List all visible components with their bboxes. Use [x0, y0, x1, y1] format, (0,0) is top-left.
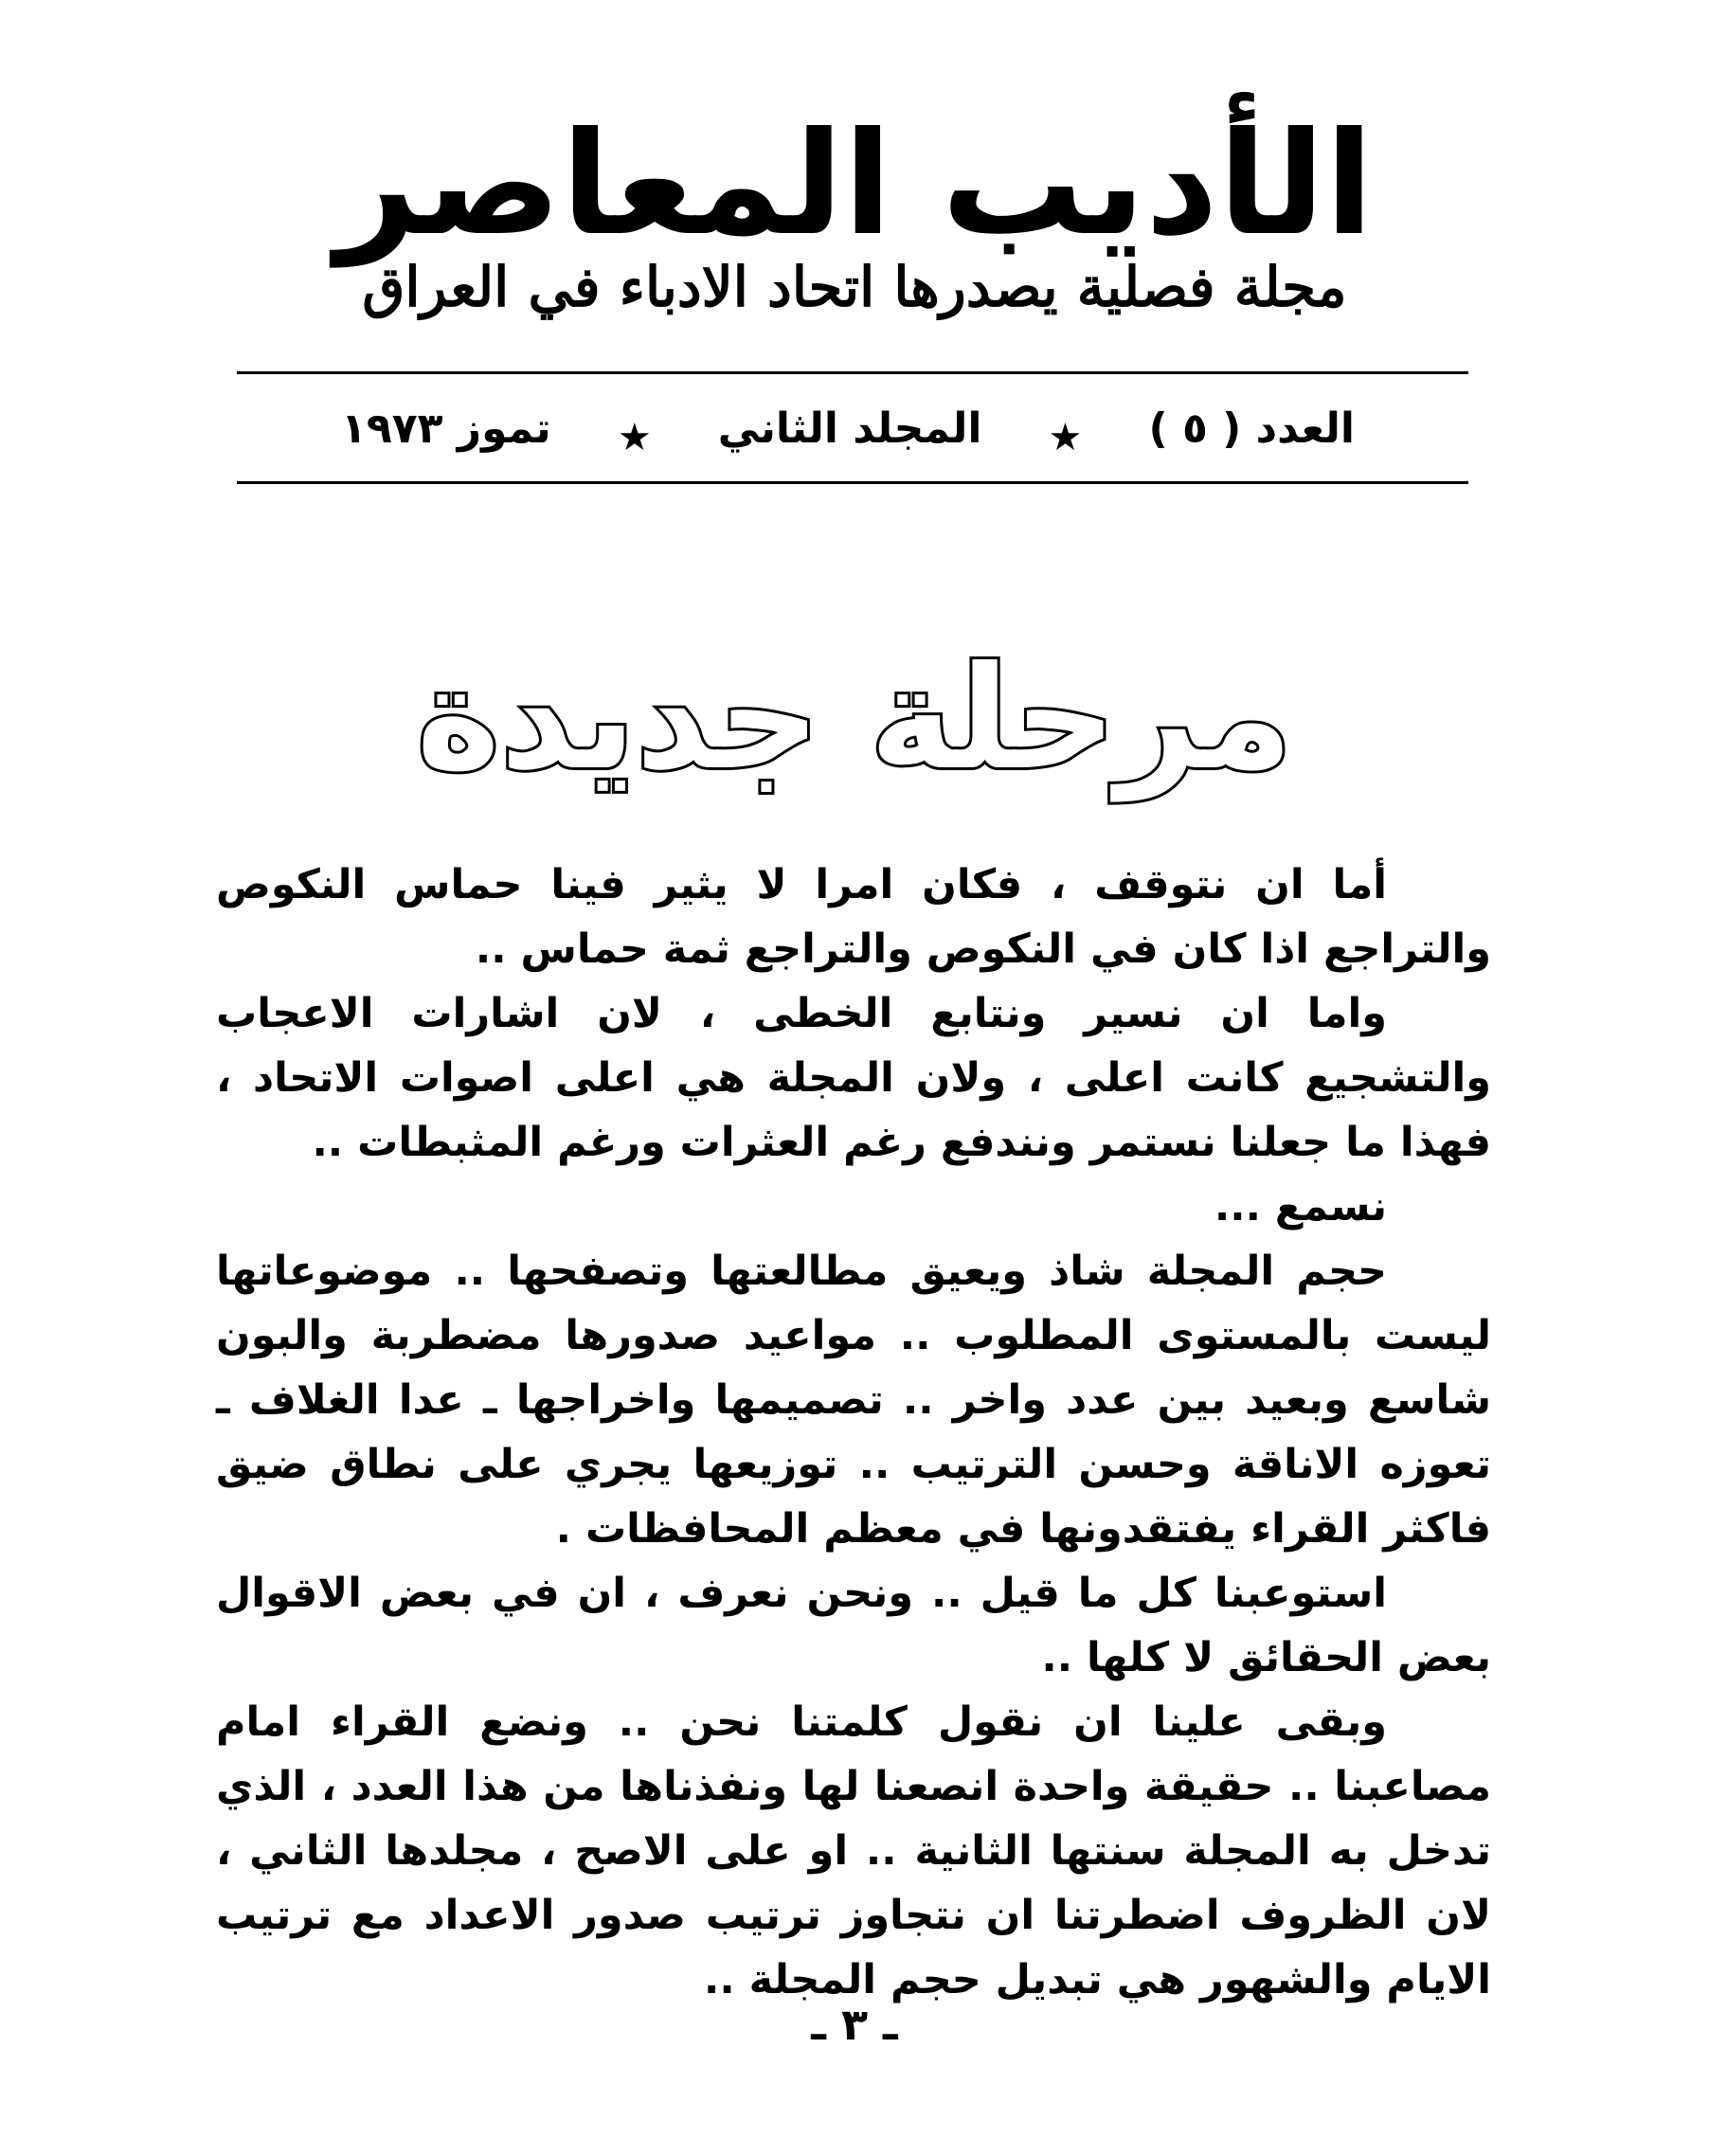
issue-date: تموز ١٩٧٣ — [341, 404, 551, 453]
paragraph: نسمع ... — [1214, 1183, 1387, 1231]
paragraph: وبقى علينا ان نقول كلمتنا نحن .. ونضع القراء امام مصاعبنا .. حقيقة واحدة انصعنا لها ونفذناها من هذا العدد ، الذي تدخل به المجلة سنتها الثانية .. او على الاصح ، مجلدها الثاني ، لان الظروف اضطرتنا ان نتجاوز ترتيب صدور الاعداد مع ترتيب الايام والشهور هي تبديل حجم المجلة .. — [216, 1698, 1491, 2003]
star-icon: ★ — [617, 416, 652, 459]
volume-label: المجلد الثاني — [717, 404, 982, 453]
paragraph: أما ان نتوقف ، فكان امرا لا يثير فينا حماس النكوص والتراجع اذا كان في النكوص والتراجع ثمة حماس .. — [216, 861, 1491, 973]
article-body — [216, 853, 1491, 2012]
bottom-rule — [237, 481, 1468, 484]
magazine-title: الأديب المعاصر — [335, 102, 1374, 267]
magazine-subtitle: مجلة فصلية يصدرها اتحاد الادباء في العراق — [362, 255, 1347, 319]
issue-info-bar — [237, 390, 1468, 466]
page-number: ـ ٣ ـ — [811, 1999, 898, 2050]
article-title-calligraphy — [341, 616, 1368, 824]
paragraph: استوعبنا كل ما قيل .. ونحن نعرف ، ان في بعض الاقوال بعض الحقائق لا كلها .. — [216, 1570, 1491, 1681]
paragraph: واما ان نسير ونتابع الخطى ، لان اشارات الاعجاب والتشجيع كانت اعلى ، ولان المجلة هي اعلى اصوات الاتحاد ، فهذا ما جعلنا نستمر ونندفع رغم العثرات ورغم المثبطات .. — [216, 990, 1491, 1166]
star-icon: ★ — [1048, 416, 1083, 459]
paragraph: حجم المجلة شاذ ويعيق مطالعتها وتصفحها .. موضوعاتها ليست بالمستوى المطلوب .. مواعيد صدورها مضطربة والبون شاسع وبعيد بين عدد واخر .. تصميمها واخراجها ـ عدا الغلاف ـ تعوزه الاناقة وحسن الترتيب .. توزيعها يجري على نطاق ضيق فاكثر القراء يفتقدونها في معظم المحافظات . — [216, 1248, 1491, 1553]
issue-number: العدد ( ٥ ) — [1148, 404, 1355, 453]
article-title-text: مرحلة جديدة — [416, 637, 1293, 801]
top-rule — [237, 371, 1468, 374]
article-title — [341, 616, 1368, 824]
